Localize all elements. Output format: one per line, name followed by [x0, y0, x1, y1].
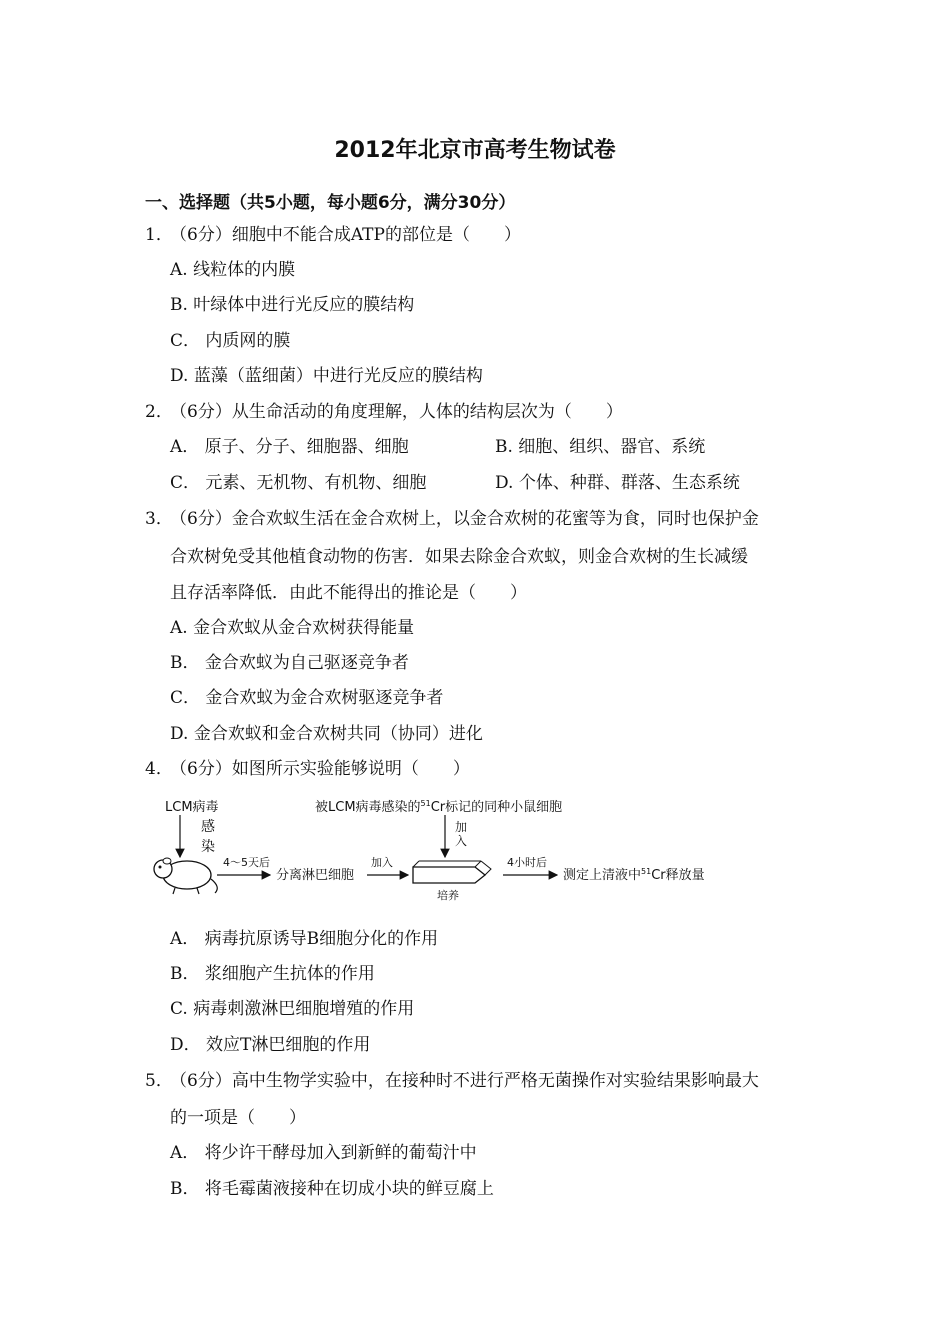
q2-option-c: C． 元素、无机物、有机物、细胞 [170, 473, 427, 493]
question-text: （6分）高中生物学实验中，在接种时不进行严格无菌操作对实验结果影响最大 [170, 1071, 759, 1091]
isolate-label: 分离淋巴细胞 [276, 868, 355, 883]
section-heading: 一、选择题（共5小题，每小题6分，满分30分） [145, 193, 516, 213]
q4-option-b: B． 浆细胞产生抗体的作用 [170, 964, 375, 984]
q2-option-d: D. 个体、种群、群落、生态系统 [495, 473, 740, 493]
q4-option-c: C. 病毒刺激淋巴细胞增殖的作用 [170, 999, 415, 1019]
infect-label-2: 染 [201, 839, 215, 855]
question-text: （6分）金合欢蚁生活在金合欢树上，以金合欢树的花蜜等为食，同时也保护金 [170, 509, 759, 529]
question-number: 3． [145, 509, 173, 529]
add-label: 加入 [371, 856, 393, 869]
question-3 [145, 507, 759, 531]
q5-option-b: B． 将毛霉菌液接种在切成小块的鲜豆腐上 [170, 1179, 494, 1199]
culture-label: 培养 [437, 889, 459, 902]
infect-label-1: 感 [201, 819, 215, 835]
question-number: 5． [145, 1071, 173, 1091]
q3-option-d: D. 金合欢蚁和金合欢树共同（协同）进化 [170, 724, 483, 744]
after-hours-label: 4小时后 [507, 856, 547, 869]
q3-option-a: A. 金合欢蚁从金合欢树获得能量 [170, 618, 415, 638]
question-text: （6分）如图所示实验能够说明（ ） [170, 759, 470, 779]
question-number: 4． [145, 759, 173, 779]
q3-continuation-2: 且存活率降低．由此不能得出的推论是（ ） [170, 583, 527, 603]
question-1 [145, 223, 521, 247]
question-4 [145, 757, 470, 781]
measure-label: 测定上清液中$^{51}$Cr释放量 [563, 867, 705, 883]
q2-option-a: A． 原子、分子、细胞器、细胞 [170, 437, 409, 457]
question-2 [145, 400, 623, 424]
q1-option-b: B. 叶绿体中进行光反应的膜结构 [170, 295, 415, 315]
virus-label: LCM病毒 [165, 800, 219, 815]
q3-option-b: B． 金合欢蚁为自己驱逐竞争者 [170, 653, 409, 673]
page-title: 2012年北京市高考生物试卷 [334, 138, 616, 163]
question-5 [145, 1069, 759, 1093]
q2-option-b: B. 细胞、组织、器官、系统 [495, 437, 706, 457]
q3-option-c: C． 金合欢蚁为金合欢树驱逐竞争者 [170, 688, 444, 708]
q1-option-d: D. 蓝藻（蓝细菌）中进行光反应的膜结构 [170, 366, 483, 386]
q1-option-c: C． 内质网的膜 [170, 331, 291, 351]
q4-option-d: D． 效应T淋巴细胞的作用 [170, 1035, 371, 1055]
question-number: 2． [145, 402, 173, 422]
cells-label: 被LCM病毒感染的$^{51}$Cr标记的同种小鼠细胞 [315, 799, 563, 815]
mouse-icon [154, 858, 217, 894]
q5-continuation-1: 的一项是（ ） [170, 1108, 306, 1128]
q1-option-a: A. 线粒体的内膜 [170, 260, 296, 280]
q5-option-a: A． 将少许干酵母加入到新鲜的葡萄汁中 [170, 1143, 477, 1163]
q4-option-a: A． 病毒抗原诱导B细胞分化的作用 [170, 929, 439, 949]
q3-continuation-1: 合欢树免受其他植食动物的伤害．如果去除金合欢蚁，则金合欢树的生长减缓 [170, 547, 748, 567]
question-text: （6分）从生命活动的角度理解，人体的结构层次为（ ） [170, 402, 623, 422]
add-vertical-label-2: 入 [455, 834, 468, 848]
experiment-diagram [145, 795, 735, 905]
test-tube-icon [413, 861, 491, 883]
after-days-label: 4～5天后 [223, 856, 270, 869]
question-text: （6分）细胞中不能合成ATP的部位是（ ） [170, 225, 521, 245]
question-number: 1． [145, 225, 173, 245]
add-vertical-label-1: 加 [455, 820, 468, 834]
